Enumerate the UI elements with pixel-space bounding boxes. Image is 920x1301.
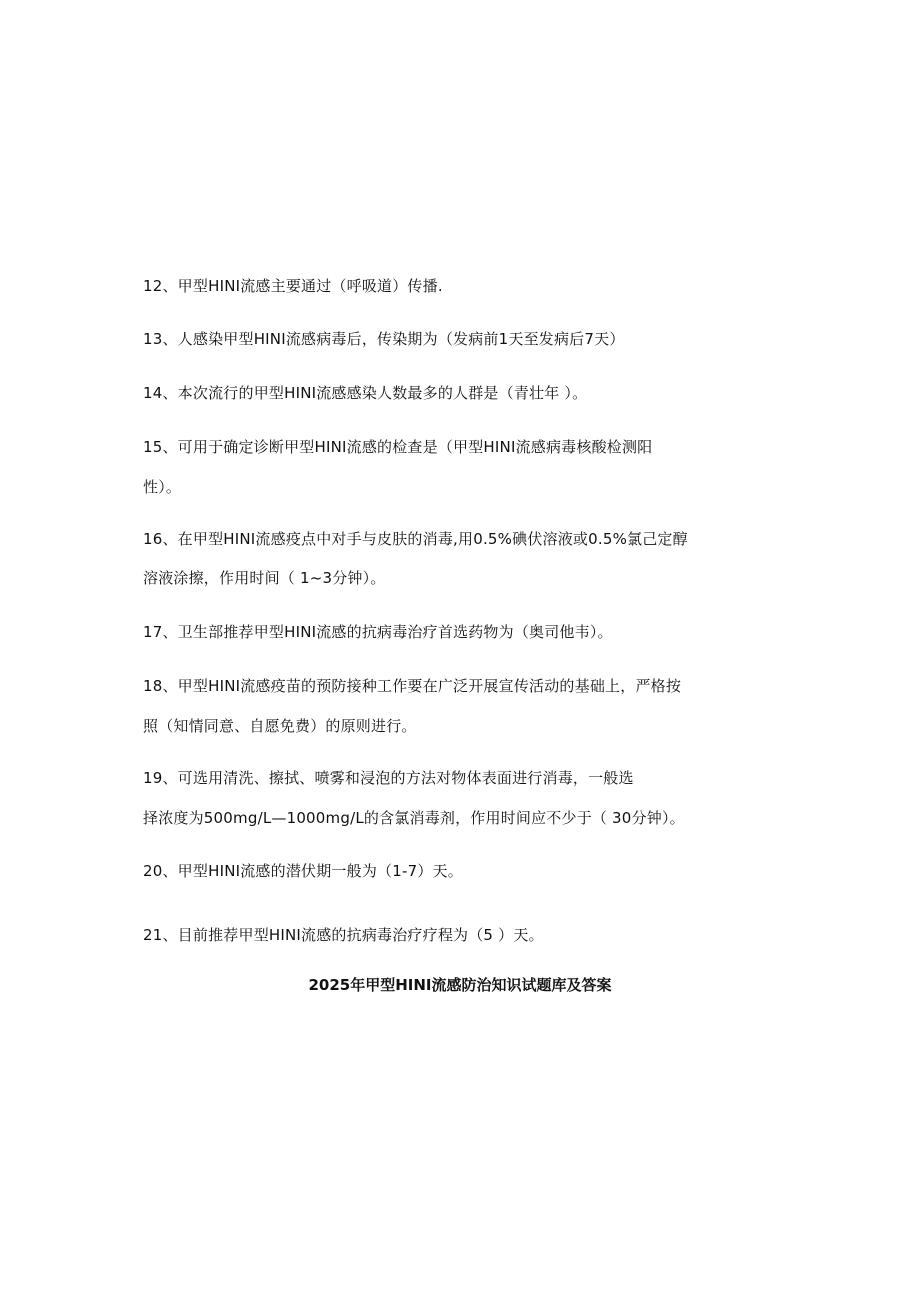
question-19-line-2: 择浓度为500mg/L—1000mg/L的含氯消毒剂，作用时间应不少于（ 30分钟）。 [143, 809, 685, 827]
question-16-line-2: 溶液涂擦，作用时间（ 1~3分钟）。 [143, 569, 386, 587]
document-title: 2025年甲型HINI流感防治知识试题库及答案 [308, 976, 612, 994]
question-13: 13、人感染甲型HINI流感病毒后，传染期为（发病前1天至发病后7天） [143, 330, 625, 348]
question-15-line-2: 性）。 [143, 478, 182, 496]
question-12: 12、甲型HINI流感主要通过（呼吸道）传播. [143, 277, 443, 295]
question-19-line-1: 19、可选用清洗、擦拭、喷雾和浸泡的方法对物体表面进行消毒，一般选 [143, 769, 634, 787]
question-20: 20、甲型HINI流感的潜伏期一般为（1-7）天。 [143, 862, 463, 880]
question-16-line-1: 16、在甲型HINI流感疫点中对手与皮肤的消毒,用0.5%碘伏溶液或0.5%氯己定醇 [143, 530, 688, 548]
question-18-line-2: 照（知情同意、自愿免费）的原则进行。 [143, 717, 417, 735]
question-15-line-1: 15、可用于确定诊断甲型HINI流感的检查是（甲型HINI流感病毒核酸检测阳 [143, 438, 653, 456]
question-18-line-1: 18、甲型HINI流感疫苗的预防接种工作要在广泛开展宣传活动的基础上，严格按 [143, 677, 682, 695]
question-17: 17、卫生部推荐甲型HINI流感的抗病毒治疗首选药物为（奥司他韦）。 [143, 623, 613, 641]
question-21: 21、目前推荐甲型HINI流感的抗病毒治疗疗程为（5 ）天。 [143, 926, 544, 944]
question-14: 14、本次流行的甲型HINI流感感染人数最多的人群是（青壮年 ）。 [143, 384, 588, 402]
